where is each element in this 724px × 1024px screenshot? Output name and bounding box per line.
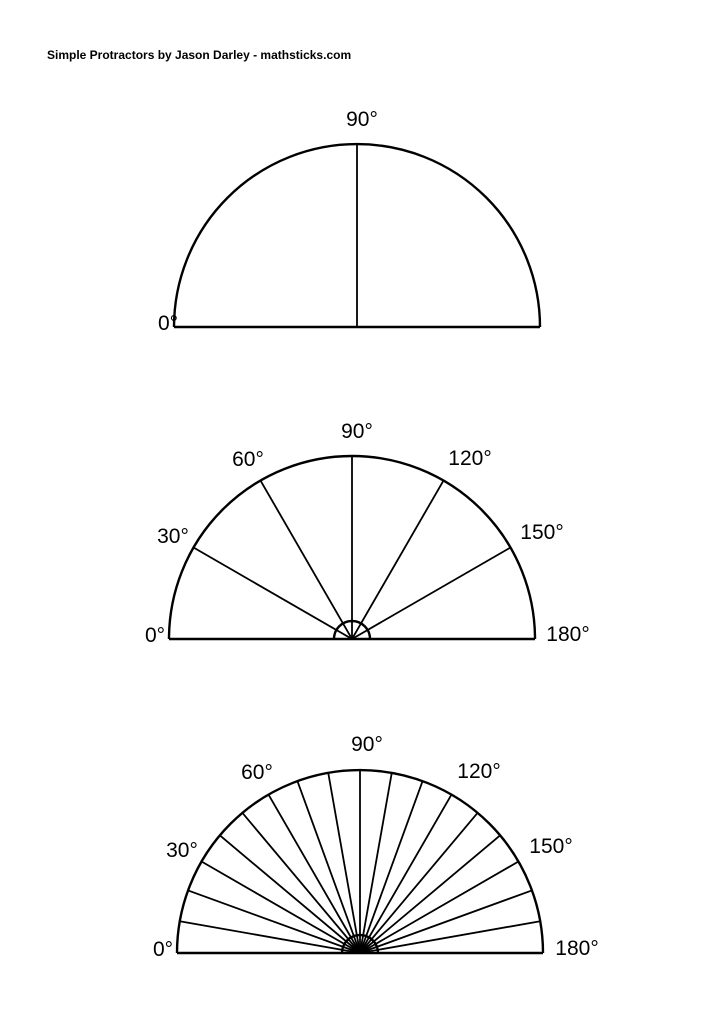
degree-label-150: 150° [520, 521, 564, 544]
degree-label-90: 90° [341, 420, 373, 443]
degree-label-120: 120° [448, 447, 492, 470]
protractor-1 [158, 108, 540, 335]
protractor-2 [145, 420, 590, 647]
degree-label-90: 90° [351, 733, 383, 756]
degree-label-0: 0° [152, 938, 174, 961]
degree-label-0: 0° [157, 312, 179, 335]
protractor-ray-60 [261, 481, 353, 639]
degree-label-30: 30° [166, 839, 198, 862]
degree-label-180: 180° [555, 937, 599, 960]
protractor-ray-30 [194, 548, 352, 640]
protractor-3 [153, 733, 599, 961]
degree-label-150: 150° [529, 835, 573, 858]
page-title: Simple Protractors by Jason Darley - mathsticks.com [47, 48, 352, 62]
degree-label-60: 60° [241, 761, 273, 784]
degree-label-0: 0° [144, 624, 166, 647]
degree-label-30: 30° [157, 525, 189, 548]
protractor-ray-150 [352, 548, 510, 640]
protractor-ray-120 [352, 481, 444, 639]
degree-label-180: 180° [546, 623, 590, 646]
degree-label-60: 60° [232, 448, 264, 471]
degree-label-120: 120° [457, 760, 501, 783]
degree-label-90: 90° [346, 108, 378, 131]
